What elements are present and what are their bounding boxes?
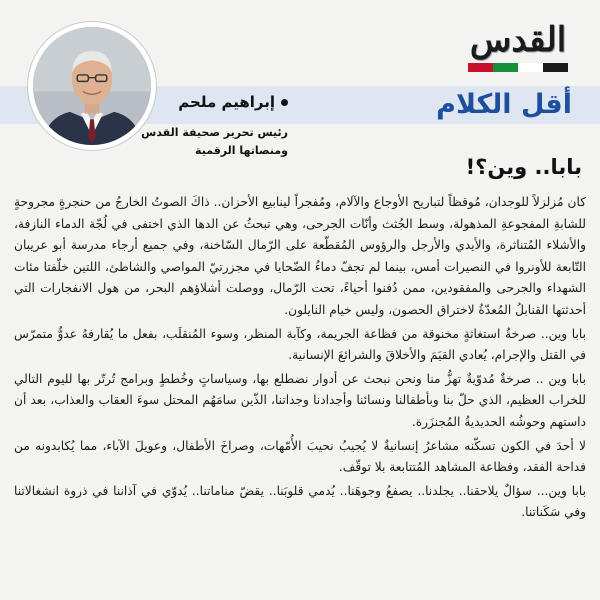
flag-stripe xyxy=(468,63,568,72)
author-role-line1: رئيس تحرير صحيفة القدس xyxy=(141,126,288,139)
bullet-icon xyxy=(281,99,288,106)
article-body xyxy=(14,192,586,596)
article-title: بابا.. وين؟! xyxy=(465,155,582,179)
header xyxy=(0,0,600,157)
paragraph: كان مُزلزلاً للوجدان، مُوقظاً لتباريح الأوجاع والآلام، ومُفجراً لينابيع الأحزان.. ذاكَ الصوتُ الخارجُ من حنجرةٍ مجروحةٍ للشابةِ المفجوعةِ المذهولة، وسط الجُثث وأنّات الجرحى، وهي تبحثُ عن الدها الذي اختفى في لُجّة الدماء النازفة، والأشلاء المُتناثرة، والأيدي والأرجل والرؤوس المُقطّعة على الرّمال السّاخنة، وفي جميع أرجاء مدرسة أبو عريبان التّابعة للأونروا في النصيرات أمس، بينما لم تجفّ دماءُ الضّحايا في مجزرتيّ المواصي والشاطئ، اللتين خلّفتا مئات الشهداء والجرحى والمفقودين، ممن دُفنوا أحياءً، تحت الرّمال، ووصلت أشلاؤهم البحر، من هول الانفجارات التي أحدثتها القنابلُ المُعدّةُ لاختراق الحصون، وليس خيام النايلون. xyxy=(14,195,586,317)
author-name xyxy=(178,92,288,112)
paragraph: بابا وين... سؤالٌ يلاحقنا.. يجلدنا.. يصفعُ وجوهَنا.. يُدمي قلوبَنا.. يقضّ مناماتنا.. يُدوّي في آذاننا في ذروة انشغالاتنا وفي سَكَناتنا. xyxy=(14,483,586,520)
paragraph: بابا وين .. صرخةٌ مُدوّيةٌ تهزُّ منا ونحن نبحث عن أدوار نضطلع بها، وسياساتٍ وخُططٍ وبرامج تُرتّر بها لليوم التالي للخراب العظيم، الذي حلّ بنا وبأطفالنا ونسائنا وأجدادنا وجداتنا، الذّين سامَهُم المحتل سوءَ العقاب والعذاب، بعد أن داستهم وحوشُه الحديديةُ المُجنزَرة. xyxy=(14,371,586,429)
logo-text: القدس xyxy=(469,20,567,60)
paragraph: لا أحدَ في الكون تسكّنه مشاعرُ إنسانيةٌ لا يُجيبُ نحيبَ الأُمّهات، وصراخَ الأطفال، وعويلَ الآباء، مما يُكابدونه من فداحة الفقد، وفظاعة المشاهد المُتتابعة بلا توقّف. xyxy=(14,438,586,475)
portrait-icon xyxy=(33,27,151,145)
paragraph: بابا وين.. صرخةُ استغاثةٍ مخنوقة من فظاعة الجريمة، وكآبة المنظر، وسوء المُنقلَب، بفعل ما يُقارفهُ عدوٌّ متمرّس في القتل والإجرام، يُعادي القيَمَ والأخلاقَ والشرائعَ الإنسانية. xyxy=(14,326,586,363)
flag-black xyxy=(543,63,568,72)
flag-red xyxy=(468,63,493,72)
flag-white xyxy=(518,63,543,72)
newspaper-logo xyxy=(458,20,578,76)
section-title: أقل الكلام xyxy=(436,89,572,120)
author-name-text: إبراهيم ملحم xyxy=(178,93,275,111)
author-role-line2: ومنصاتها الرقمية xyxy=(195,144,288,157)
author-role xyxy=(138,124,288,160)
author-photo xyxy=(28,22,156,150)
flag-green xyxy=(493,63,518,72)
